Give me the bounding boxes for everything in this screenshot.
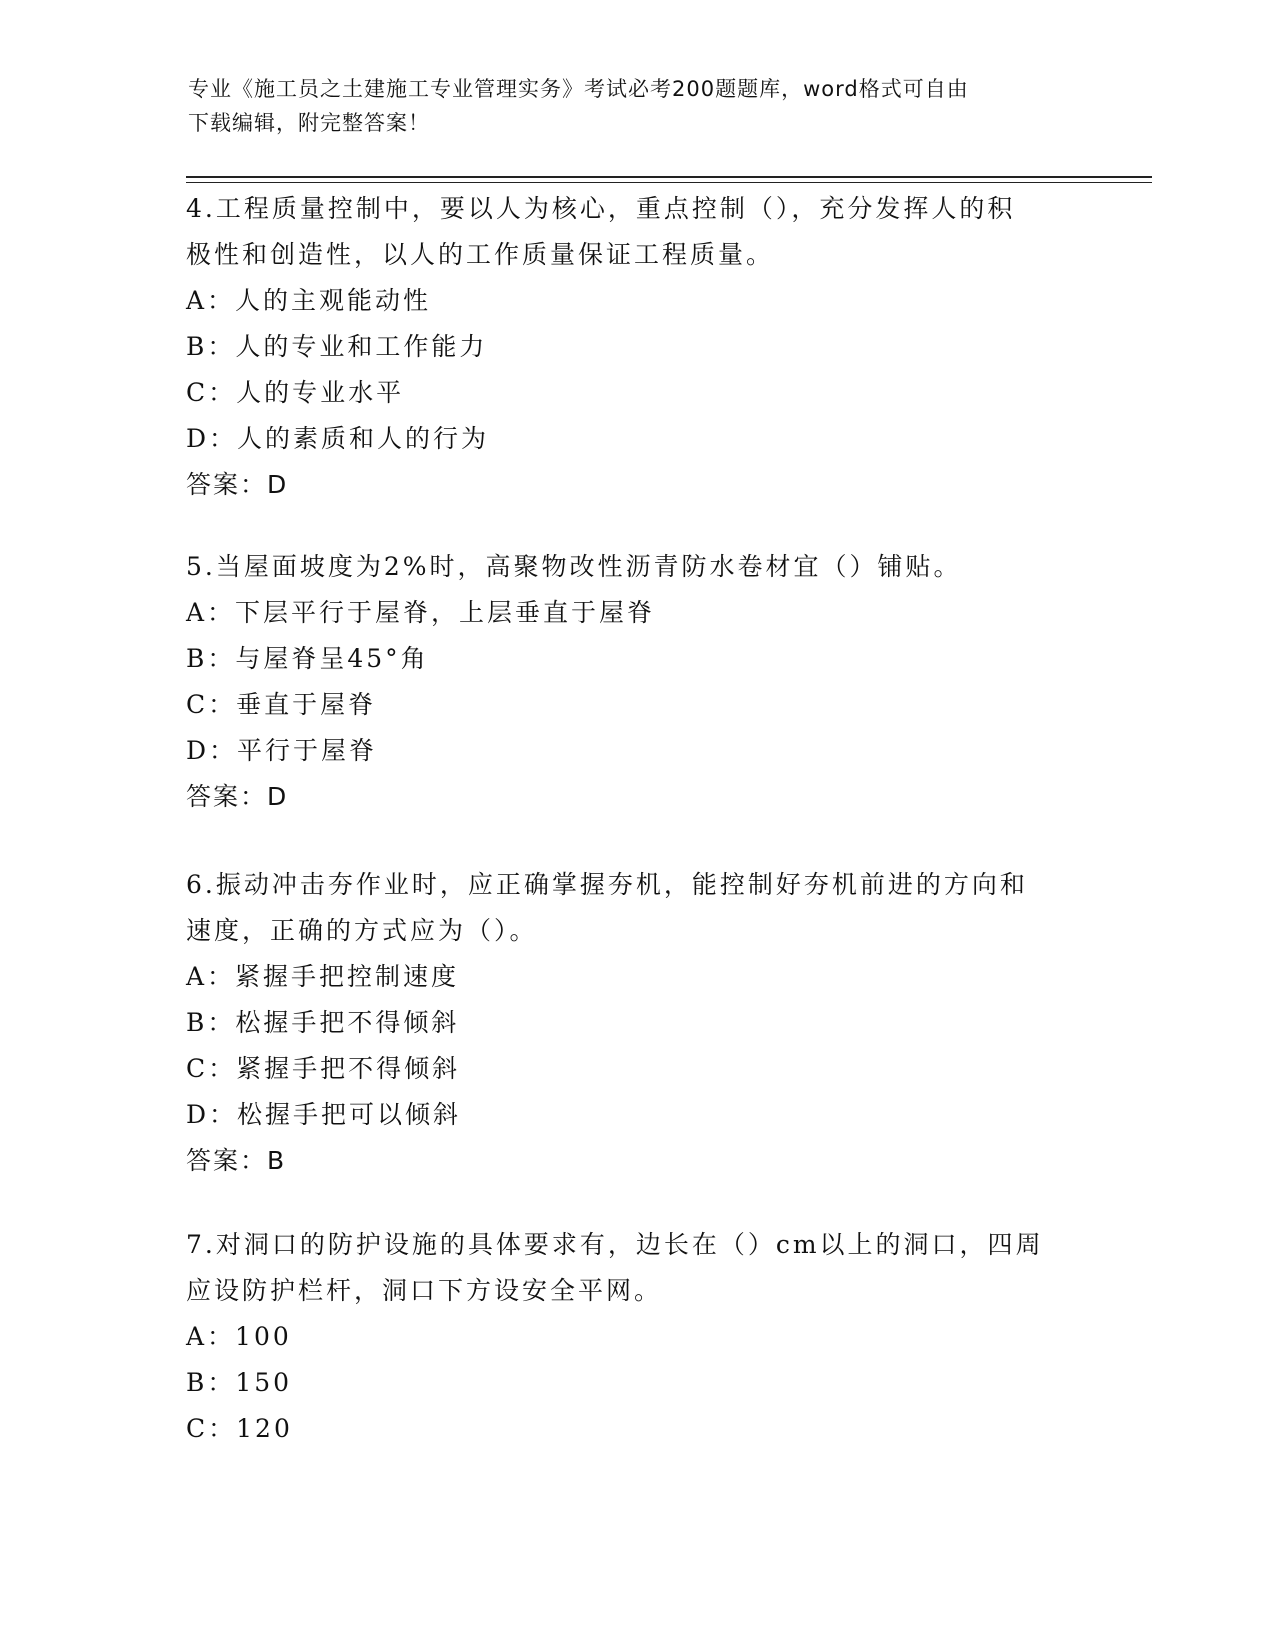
document-header bbox=[188, 72, 1068, 140]
option-b: B：与屋脊呈45°角 bbox=[186, 644, 429, 673]
header-divider-thick bbox=[186, 176, 1152, 178]
question-stem-line-2: 应设防护栏杆，洞口下方设安全平网。 bbox=[186, 1276, 663, 1305]
option-c: C：人的专业水平 bbox=[186, 378, 405, 407]
question-5 bbox=[186, 544, 1066, 820]
question-stem-line-2: 速度，正确的方式应为（）。 bbox=[186, 916, 538, 945]
option-b: B：人的专业和工作能力 bbox=[186, 332, 488, 361]
answer: 答案：B bbox=[186, 1146, 287, 1175]
option-a: A：紧握手把控制速度 bbox=[186, 962, 460, 991]
option-d: D：松握手把可以倾斜 bbox=[186, 1100, 462, 1129]
answer: 答案：D bbox=[186, 782, 289, 811]
option-c: C：120 bbox=[186, 1414, 293, 1443]
option-b: B：松握手把不得倾斜 bbox=[186, 1008, 460, 1037]
question-7 bbox=[186, 1222, 1066, 1452]
option-d: D：平行于屋脊 bbox=[186, 736, 378, 765]
header-line-1: 专业《施工员之土建施工专业管理实务》考试必考200题题库，word格式可自由 bbox=[188, 77, 969, 101]
option-b: B：150 bbox=[186, 1368, 293, 1397]
header-divider-thin bbox=[186, 182, 1152, 183]
answer: 答案：D bbox=[186, 470, 289, 499]
option-a: A：100 bbox=[186, 1322, 292, 1351]
question-4 bbox=[186, 186, 1066, 508]
question-stem-line-1: 7.对洞口的防护设施的具体要求有，边长在（）cm以上的洞口，四周 bbox=[186, 1230, 1044, 1259]
option-a: A：下层平行于屋脊，上层垂直于屋脊 bbox=[186, 598, 656, 627]
question-6 bbox=[186, 862, 1066, 1184]
option-c: C：垂直于屋脊 bbox=[186, 690, 377, 719]
option-d: D：人的素质和人的行为 bbox=[186, 424, 490, 453]
question-stem-line-1: 5.当屋面坡度为2%时，高聚物改性沥青防水卷材宜（）铺贴。 bbox=[186, 552, 962, 581]
option-a: A：人的主观能动性 bbox=[186, 286, 432, 315]
question-stem-line-1: 6.振动冲击夯作业时，应正确掌握夯机，能控制好夯机前进的方向和 bbox=[186, 870, 1028, 899]
question-stem-line-2: 极性和创造性，以人的工作质量保证工程质量。 bbox=[186, 240, 775, 269]
option-c: C：紧握手把不得倾斜 bbox=[186, 1054, 461, 1083]
header-line-2: 下载编辑，附完整答案！ bbox=[188, 111, 430, 135]
question-stem-line-1: 4.工程质量控制中，要以人为核心，重点控制（），充分发挥人的积 bbox=[186, 194, 1016, 223]
